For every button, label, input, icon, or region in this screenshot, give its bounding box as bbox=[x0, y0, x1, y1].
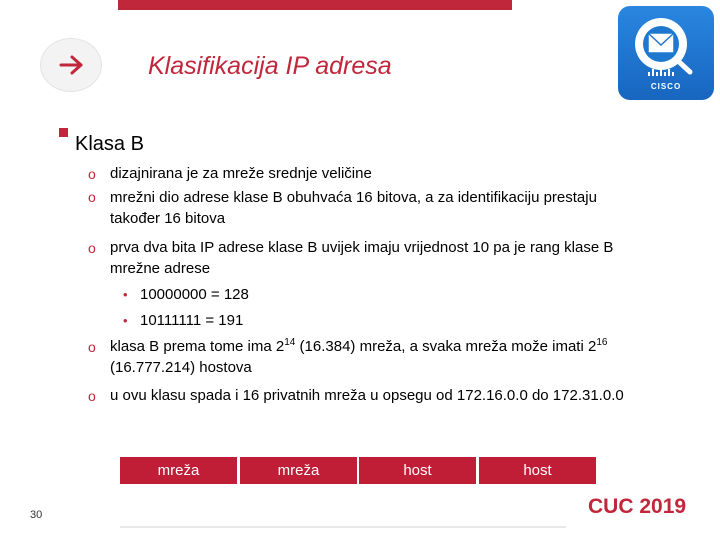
bullet-text: mrežni dio adrese klase B obuhvaća 16 bitova, a za identifikaciju prestaju bbox=[110, 189, 597, 206]
dot-bullet-icon: • bbox=[123, 287, 128, 302]
circle-bullet-icon: o bbox=[88, 339, 96, 355]
footer-brand: CUC 2019 bbox=[588, 495, 687, 518]
cisco-logo bbox=[618, 6, 714, 100]
binary-value: 10000000 = 128 bbox=[140, 286, 249, 303]
slide-title: Klasifikacija IP adresa bbox=[148, 52, 392, 80]
network-cell: mreža bbox=[240, 457, 357, 484]
page-number: 30 bbox=[30, 509, 43, 521]
circle-bullet-icon: o bbox=[88, 189, 96, 205]
bullet-text-cont: (16.777.214) hostova bbox=[110, 359, 252, 376]
host-cell: host bbox=[359, 457, 476, 484]
circle-bullet-icon: o bbox=[88, 240, 96, 256]
nav-arrow-button[interactable] bbox=[40, 38, 102, 92]
circle-bullet-icon: o bbox=[88, 388, 96, 404]
top-accent-bar bbox=[118, 0, 512, 10]
circle-bullet-icon: o bbox=[88, 166, 96, 182]
envelope-magnifier-icon bbox=[618, 6, 714, 82]
section-heading: Klasa B bbox=[75, 133, 144, 155]
bullet-text: u ovu klasu spada i 16 privatnih mreža u opsegu od 172.16.0.0 do 172.31.0.0 bbox=[110, 387, 624, 404]
square-bullet-icon bbox=[59, 128, 68, 137]
dot-bullet-icon: • bbox=[123, 313, 128, 328]
bullet-text-cont: također 16 bitova bbox=[110, 210, 226, 227]
bullet-text: klasa B prema tome ima $2^{14}$ (16.384) mreža, a svaka mreža može imati $2^{16}$ bbox=[110, 337, 608, 355]
bullet-text: prva dva bita IP adrese klase B uvijek imaju vrijednost 10 pa je rang klase B bbox=[110, 239, 614, 256]
binary-value: 10111111 = 191 bbox=[140, 312, 244, 329]
bullet-text: dizajnirana je za mreže srednje veličine bbox=[110, 165, 372, 182]
bullet-text-cont: mrežne adrese bbox=[110, 260, 211, 277]
footer-divider bbox=[120, 526, 566, 528]
arrow-right-icon bbox=[59, 54, 85, 76]
host-cell: host bbox=[479, 457, 596, 484]
cisco-wordmark: CISCO bbox=[650, 82, 682, 91]
network-cell: mreža bbox=[120, 457, 237, 484]
